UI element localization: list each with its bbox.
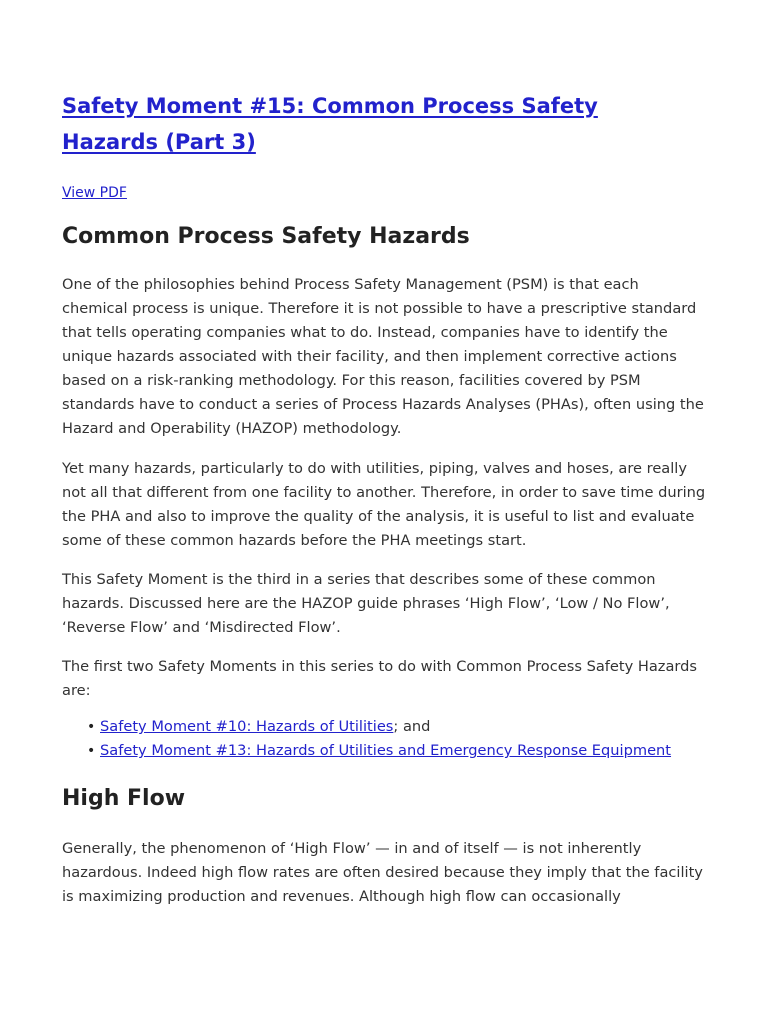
safety-moment-10-link[interactable]: Safety Moment #10: Hazards of Utilities [100, 718, 394, 735]
previous-moments-list [62, 715, 706, 763]
list-item [87, 739, 706, 763]
paragraph-previous-moments: The first two Safety Moments in this series to do with Common Process Safety Hazards are: [62, 658, 698, 699]
paragraph-common-hazards: Yet many hazards, particularly to do with utilities, piping, valves and hoses, are really not all that different from one facility to another. Therefore, in order to save time during the PHA and also to improve the quality of the analysis, it is useful to list and evaluate some of these common hazards before the PHA meetings start. [62, 460, 706, 549]
safety-moment-13-link[interactable]: Safety Moment #13: Hazards of Utilities and Emergency Response Equipment [100, 742, 672, 759]
post-title-link[interactable]: Safety Moment #15: Common Process Safety Hazards (Part 3) [62, 94, 598, 154]
section-heading-high-flow: High Flow [62, 786, 186, 811]
list-item-suffix: ; and [393, 718, 431, 735]
post-title [62, 88, 662, 160]
paragraph-series-intro: This Safety Moment is the third in a series that describes some of these common hazards. Discussed here are the HAZOP guide phrases ‘High Flow’, ‘Low / No Flow’, ‘Reverse Flow’ and ‘Misdirected Flow’. [62, 571, 670, 636]
list-item [87, 715, 706, 739]
bullet-icon: • [87, 719, 96, 735]
bullet-icon: • [87, 743, 96, 759]
view-pdf-link[interactable]: View PDF [62, 185, 127, 201]
section-heading-common-hazards: Common Process Safety Hazards [62, 224, 470, 249]
paragraph-psm-philosophy: One of the philosophies behind Process Safety Management (PSM) is that each chemical process is unique. Therefore it is not possible to have a prescriptive standard that tells operating companies what to do. Instead, companies have to identify the unique hazards associated with their facility, and then implement corrective actions based on a risk-ranking methodology. For this reason, facilities covered by PSM standards have to conduct a series of Process Hazards Analyses (PHAs), often using the Hazard and Operability (HAZOP) methodology. [62, 276, 704, 437]
paragraph-high-flow: Generally, the phenomenon of ‘High Flow’ — in and of itself — is not inherently hazardous. Indeed high flow rates are often desired because they imply that the facility is maximizing production and revenues. Although high flow can occasionally [62, 840, 703, 905]
